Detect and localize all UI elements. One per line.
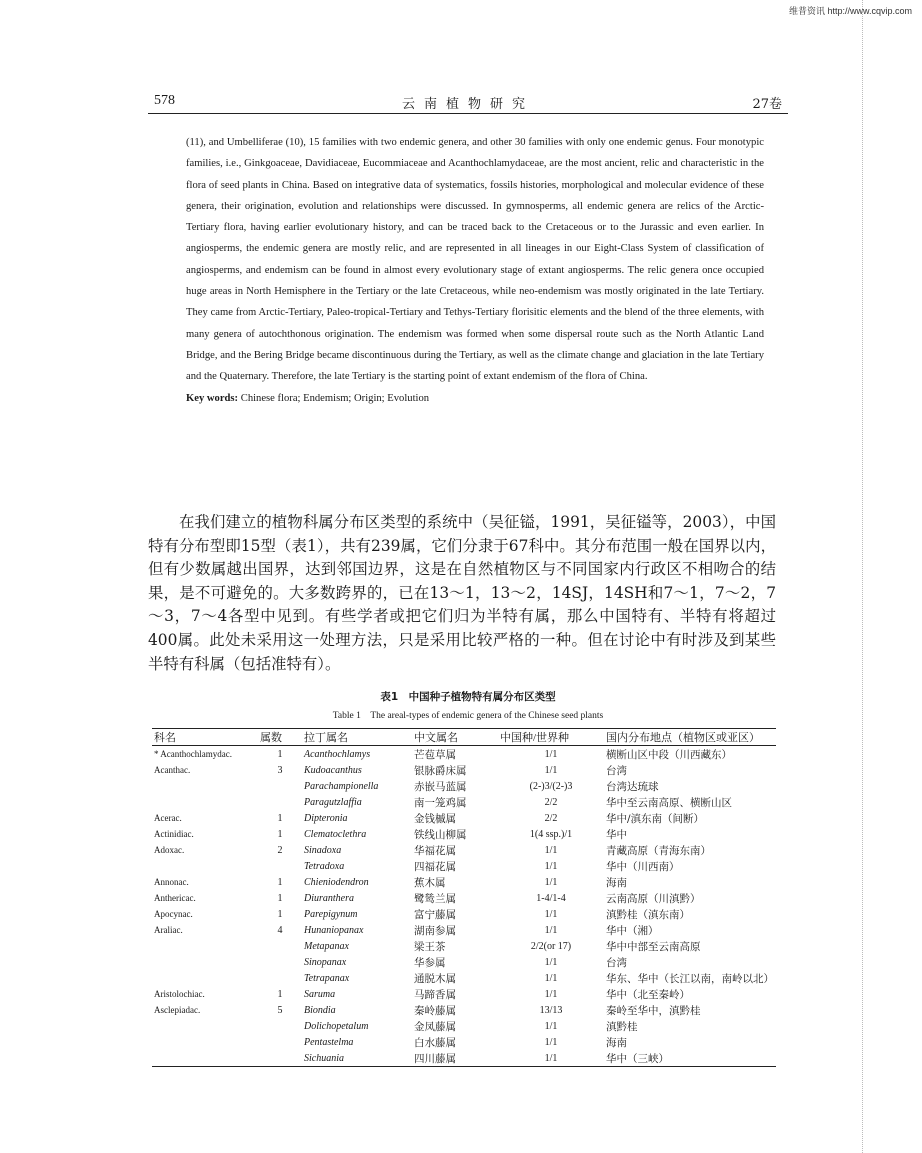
table-header-row — [152, 729, 776, 746]
genus-count-cell — [258, 970, 302, 986]
keywords — [186, 388, 764, 409]
genus-count-cell: 3 — [277, 764, 283, 776]
species-ratio-cell: 1/1 — [544, 876, 558, 888]
species-ratio-cell: 2/2 — [544, 812, 558, 824]
distribution-cell: 海南 — [606, 1036, 627, 1049]
species-ratio-cell: 1-4/1-4 — [536, 892, 566, 904]
species-ratio-cell: 1/1 — [544, 1036, 558, 1048]
table-row — [152, 1002, 776, 1018]
genus-count-cell — [258, 794, 302, 810]
distribution-cell: 华东、华中（长江以南，南岭以北） — [606, 972, 774, 985]
family-cell — [152, 1034, 258, 1050]
abstract — [186, 132, 764, 409]
distribution-cell: 滇黔桂 — [606, 1020, 638, 1033]
table-row — [152, 938, 776, 954]
species-ratio-cell: 1/1 — [544, 748, 558, 760]
table-title-english: Table 1 The areal-types of endemic genera of the Chinese seed plants — [332, 711, 604, 721]
distribution-cell: 横断山区中段（川西藏东） — [606, 748, 732, 761]
distribution-cell: 滇黔桂（滇东南） — [606, 908, 690, 921]
table-row — [152, 778, 776, 794]
species-ratio-cell: 1/1 — [544, 764, 558, 776]
distribution-cell: 海南 — [606, 876, 627, 889]
chinese-genus-cell: 白水藤属 — [414, 1036, 456, 1049]
latin-genus-cell: Pentastelma — [304, 1036, 354, 1048]
chinese-genus-cell: 金钱槭属 — [414, 812, 456, 825]
distribution-cell: 台湾 — [606, 764, 627, 777]
species-ratio-cell: 1/1 — [544, 1052, 558, 1064]
species-ratio-cell: 1/1 — [544, 844, 558, 856]
table-row — [152, 826, 776, 842]
latin-genus-cell: Chieniodendron — [304, 876, 369, 888]
abstract-text: (11), and Umbelliferae (10), 15 families with two endemic genera, and other 30 families with only one endemic genus. Four monotypic families, i.e., Ginkgoaceae, Davidiaceae, Eucommiaceae and Acanthochlamydaceae, are the most ancient, relic and characteristic in the flora of seed plants in China. Based on integrative data of systematics, fossils histories, morphological and molecular evidence of these genera, their origination, evolution and relationships were discussed. In gymnosperms, all endemic genera are relics of the Arctic-Tertiary flora, having earlier evolutionary history, and can be traced back to the Cretaceous or to the Jurassic and even earlier. In angiosperms, the endemic genera are mostly relic, and are represented in all lineages in our Eight-Class System of classification of angiosperms, and endemism can be found in almost every evolutionary stage of extant angiosperms. The relic genera once occupied huge areas in North Hemisphere in the Tertiary or the late Cretaceous, while neo-endemism was mostly originated in the late Tertiary. They came from Arctic-Tertiary, Paleo-tropical-Tertiary and Tethys-Tertiary florisitic elements and the blend of the three elements, with many genera of autochthonous origination. The endemism was formed when some dispersal route such as the North Atlantic Land Bridge, and the Bering Bridge became discontinuous during the Tertiary, as well as the climate change and glaciation in the late Tertiary and the Quaternary. Therefore, the late Tertiary is the starting point of extant endemism of the flora of China. — [186, 137, 764, 383]
header-latin-genus: 拉丁属名 — [302, 729, 412, 746]
header-distribution: 国内分布地点（植物区或亚区） — [604, 729, 776, 746]
chinese-genus-cell: 四福花属 — [414, 860, 456, 873]
chinese-genus-cell: 梁王茶 — [414, 940, 446, 953]
latin-genus-cell: Diuranthera — [304, 892, 354, 904]
family-cell: Acerac. — [154, 813, 182, 823]
species-ratio-cell: 1/1 — [544, 956, 558, 968]
chinese-genus-cell: 四川藤属 — [414, 1052, 456, 1065]
journal-name: 云南植物研究 — [401, 97, 534, 112]
header-species-ratio: 中国种/世界种 — [498, 729, 604, 746]
distribution-cell: 台湾 — [606, 956, 627, 969]
latin-genus-cell: Sinopanax — [304, 956, 347, 968]
table-title-chinese: 表1 中国种子植物特有属分布区类型 — [380, 691, 556, 703]
family-cell: Annonac. — [154, 877, 189, 887]
latin-genus-cell: Saruma — [304, 988, 336, 1000]
chinese-genus-cell: 铁线山柳属 — [414, 828, 467, 841]
family-cell — [152, 778, 258, 794]
species-ratio-cell: 1/1 — [544, 972, 558, 984]
family-cell: Acanthac. — [154, 765, 191, 775]
chinese-genus-cell: 鹭鸶兰属 — [414, 892, 456, 905]
table-row — [152, 970, 776, 986]
species-ratio-cell: 1/1 — [544, 860, 558, 872]
distribution-cell: 华中（川西南） — [606, 860, 680, 873]
table-row — [152, 954, 776, 970]
chinese-genus-cell: 湖南参属 — [414, 924, 456, 937]
chinese-genus-cell: 华福花属 — [414, 844, 456, 857]
latin-genus-cell: Paragutzlaffia — [304, 796, 362, 808]
watermark: 维普资讯 http://www.cqvip.com — [788, 6, 912, 16]
distribution-cell: 秦岭至华中，滇黔桂 — [606, 1004, 701, 1017]
genus-count-cell: 1 — [277, 748, 283, 760]
latin-genus-cell: Clematoclethra — [304, 828, 367, 840]
header-chinese-genus: 中文属名 — [412, 729, 498, 746]
chinese-genus-cell: 蕉木属 — [414, 876, 446, 889]
distribution-cell: 青藏高原（青海东南） — [606, 844, 711, 857]
table-row — [152, 762, 776, 778]
latin-genus-cell: Dipteronia — [304, 812, 348, 824]
family-cell: Actinidiac. — [154, 829, 194, 839]
genus-count-cell: 1 — [277, 908, 283, 920]
distribution-cell: 台湾达琉球 — [606, 780, 659, 793]
running-header — [148, 91, 788, 114]
table-row — [152, 1034, 776, 1050]
genus-count-cell — [258, 778, 302, 794]
latin-genus-cell: Dolichopetalum — [304, 1020, 369, 1032]
genus-count-cell: 1 — [277, 828, 283, 840]
species-ratio-cell: 13/13 — [539, 1004, 563, 1016]
distribution-cell: 华中（三峡） — [606, 1052, 669, 1065]
distribution-cell: 华中/滇东南（间断） — [606, 812, 705, 825]
keywords-label: Key words: — [186, 392, 239, 404]
genus-count-cell: 1 — [277, 988, 283, 1000]
genus-count-cell: 5 — [277, 1004, 283, 1016]
genus-count-cell: 2 — [277, 844, 283, 856]
genus-count-cell: 1 — [277, 812, 283, 824]
table-row — [152, 858, 776, 874]
genus-count-cell — [258, 954, 302, 970]
chinese-genus-cell: 银脉爵床属 — [414, 764, 467, 777]
family-cell: Adoxac. — [154, 845, 185, 855]
species-ratio-cell: 1/1 — [544, 924, 558, 936]
chinese-genus-cell: 马蹄香属 — [414, 988, 456, 1001]
table-row — [152, 922, 776, 938]
family-cell — [152, 1050, 258, 1067]
family-cell — [152, 794, 258, 810]
latin-genus-cell: Parepigynum — [304, 908, 358, 920]
distribution-cell: 华中（北至秦岭） — [606, 988, 690, 1001]
family-cell — [152, 1018, 258, 1034]
header-genus-count: 属数 — [258, 729, 302, 746]
latin-genus-cell: Metapanax — [304, 940, 349, 952]
species-ratio-cell: 2/2(or 17) — [530, 940, 572, 952]
distribution-cell: 华中中部至云南高原 — [606, 940, 701, 953]
chinese-genus-cell: 富宁藤属 — [414, 908, 456, 921]
latin-genus-cell: Parachampionella — [304, 780, 379, 792]
table-row — [152, 1018, 776, 1034]
latin-genus-cell: Kudoacanthus — [304, 764, 362, 776]
body-paragraph: 在我们建立的植物科属分布区类型的系统中（吴征镒，1991，吴征镒等，2003），中国特有分布型即15型（表1），共有239属，它们分隶于67科中。其分布范围一般在国界以内，但有少数属越出国界，达到邻国边界，这是在自然植物区与不同国家内行政区不相吻合的结果，是不可避免的。大多数跨界的，已在13～1，13～2，14SJ，14SH和7～1，7～2，7～3，7～4各型中见到。有些学者或把它们归为半特有属，那么中国特有、半特有将超过400属。此处未采用这一处理方法，只是采用比较严格的一种。但在讨论中有时涉及到某些半特有科属（包括准特有）。 — [148, 513, 776, 673]
species-ratio-cell: 1/1 — [544, 988, 558, 1000]
table-row — [152, 810, 776, 826]
family-cell: Anthericac. — [154, 893, 196, 903]
chinese-genus-cell: 赤嵌马蓝属 — [414, 780, 467, 793]
family-cell — [152, 858, 258, 874]
latin-genus-cell: Biondia — [304, 1004, 336, 1016]
margin-rule — [862, 0, 864, 1153]
body-section — [148, 511, 776, 676]
header-family: 科名 — [152, 729, 258, 746]
family-cell: Apocynac. — [154, 909, 193, 919]
chinese-genus-cell: 通脱木属 — [414, 972, 456, 985]
species-ratio-cell: 1/1 — [544, 1020, 558, 1032]
family-cell: Aristolochiac. — [154, 989, 205, 999]
family-cell: Araliac. — [154, 925, 183, 935]
latin-genus-cell: Hunaniopanax — [304, 924, 364, 936]
chinese-genus-cell: 南一笼鸡属 — [414, 796, 467, 809]
distribution-cell: 华中（湘） — [606, 924, 659, 937]
table-row — [152, 890, 776, 906]
table-row — [152, 906, 776, 922]
latin-genus-cell: Tetrapanax — [304, 972, 350, 984]
table-row — [152, 986, 776, 1002]
family-cell — [152, 970, 258, 986]
genus-count-cell: 1 — [277, 876, 283, 888]
table-row — [152, 842, 776, 858]
family-cell — [152, 954, 258, 970]
genus-count-cell — [258, 1034, 302, 1050]
table-row — [152, 1050, 776, 1067]
genus-count-cell — [258, 1018, 302, 1034]
table-row — [152, 746, 776, 763]
genus-count-cell: 4 — [277, 924, 283, 936]
keywords-list: Chinese flora; Endemism; Origin; Evolution — [240, 392, 430, 404]
species-ratio-cell: (2-)3/(2-)3 — [529, 780, 573, 792]
chinese-genus-cell: 金凤藤属 — [414, 1020, 456, 1033]
latin-genus-cell: Acanthochlamys — [304, 748, 371, 760]
species-ratio-cell: 2/2 — [544, 796, 558, 808]
family-cell — [152, 938, 258, 954]
page-number: 578 — [154, 93, 175, 108]
species-ratio-cell: 1(4 ssp.)/1 — [529, 828, 573, 840]
distribution-cell: 云南高原（川滇黔） — [606, 892, 701, 905]
table-row — [152, 794, 776, 810]
family-cell: Asclepiadac. — [154, 1005, 201, 1015]
chinese-genus-cell: 芒苞草属 — [414, 748, 456, 761]
distribution-cell: 华中 — [606, 828, 627, 841]
genus-count-cell — [258, 938, 302, 954]
latin-genus-cell: Sichuania — [304, 1052, 344, 1064]
genus-count-cell: 1 — [277, 892, 283, 904]
latin-genus-cell: Tetradoxa — [304, 860, 345, 872]
chinese-genus-cell: 秦岭藤属 — [414, 1004, 456, 1017]
table-row — [152, 874, 776, 890]
latin-genus-cell: Sinadoxa — [304, 844, 342, 856]
distribution-cell: 华中至云南高原、横断山区 — [606, 796, 732, 809]
chinese-genus-cell: 华参属 — [414, 956, 446, 969]
table-body — [152, 746, 776, 1067]
endemic-genera-table — [152, 728, 776, 1067]
genus-count-cell — [258, 1050, 302, 1067]
family-cell: * Acanthochlamydac. — [154, 749, 232, 759]
genus-count-cell — [258, 858, 302, 874]
species-ratio-cell: 1/1 — [544, 908, 558, 920]
volume-number: 27卷 — [752, 97, 782, 112]
